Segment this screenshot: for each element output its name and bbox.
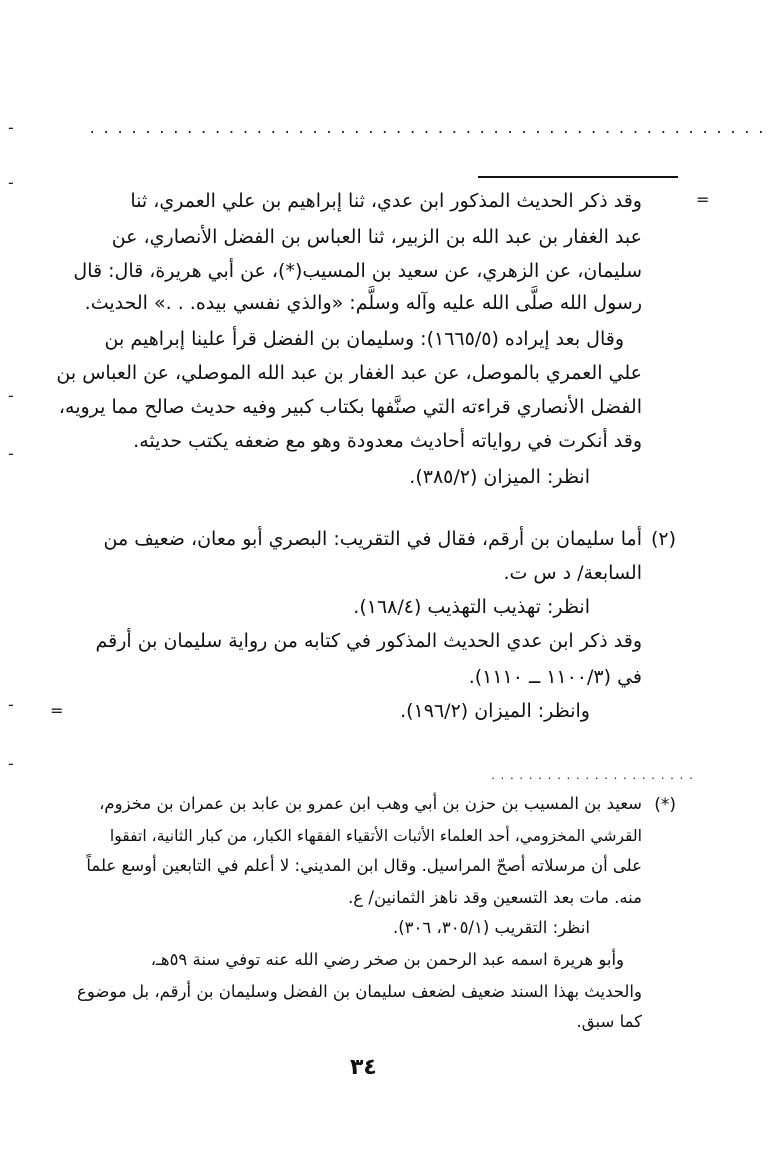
text-line: على أن مرسلاته أصحّ المراسيل. وقال ابن المديني: لا أعلم في التابعين أوسع علماً — [86, 856, 642, 875]
reference-line: وانظر: الميزان (١٩٦/٢). — [400, 700, 590, 722]
text-line: في (١١٠٠/٣ ــ ١١١٠). — [468, 666, 642, 688]
margin-equals-mark: = — [50, 701, 64, 720]
page-number: ٣٤ — [350, 1055, 377, 1080]
margin-dash-mark: - — [8, 754, 14, 773]
text-line: سعيد بن المسيب بن حزن بن أبي وهب ابن عمرو بن عابد بن عمران بن مخزوم، — [99, 794, 642, 813]
text-line: وقد أنكرت في رواياته أحاديث معدودة وهو مع ضعفه يكتب حديثه. — [133, 430, 642, 452]
reference-line: انظر: التقريب (٣٠٥/١، ٣٠٦). — [392, 918, 590, 937]
footnote-star: (*) — [654, 795, 676, 815]
text-line: القرشي المخزومي، أحد العلماء الأثبات الأتقياء الفقهاء الكبار، من كبار الثانية، اتفقوا — [109, 827, 642, 845]
footnote-number: (٢) — [650, 528, 676, 550]
text-line: رسول الله صلَّى الله عليه وآله وسلَّم: «والذي نفسي بيده. . .» الحديث. — [84, 292, 642, 314]
margin-dash-mark: - — [8, 444, 14, 463]
text-line: منه. مات بعد التسعين وقد ناهز الثمانين/ ع. — [348, 888, 642, 907]
text-line: سليمان، عن الزهري، عن سعيد بن المسيب(*)، عن أبي هريرة، قال: قال — [73, 260, 642, 282]
text-line: أما سليمان بن أرقم، فقال في التقريب: البصري أبو معان، ضعيف من — [103, 528, 642, 550]
text-line: علي العمري بالموصل، عن عبد الغفار بن عبد الله الموصلي، عن العباس بن — [56, 362, 642, 384]
header-dotted-rule: ................................................. — [88, 121, 771, 137]
reference-line: انظر: تهذيب التهذيب (١٦٨/٤). — [353, 596, 590, 618]
text-line: وقد ذكر الحديث المذكور ابن عدي، ثنا إبراهيم بن علي العمري، ثنا — [130, 190, 642, 212]
text-line: وقد ذكر ابن عدي الحديث المذكور في كتابه من رواية سليمان بن أرقم — [95, 630, 642, 652]
text-line: وأبو هريرة اسمه عبد الرحمن بن صخر رضي الله عنه توفي سنة ٥٩هـ، — [150, 950, 624, 969]
margin-dash-mark: - — [8, 173, 14, 192]
margin-dash-mark: - — [8, 118, 14, 137]
text-line: وقال بعد إيراده (١٦٦٥/٥): وسليمان بن الفضل قرأ علينا إبراهيم بن — [104, 328, 624, 350]
text-line: كما سبق. — [576, 1012, 642, 1031]
text-line: الفضل الأنصاري قراءته التي صنَّفها بكتاب كبير وفيه حديث صالح مما يرويه، — [58, 396, 642, 418]
reference-line: انظر: الميزان (٣٨٥/٢). — [409, 466, 590, 488]
text-line: السابعة/ د س ت. — [503, 562, 642, 584]
margin-dash-mark: - — [8, 386, 14, 405]
margin-equals-mark: = — [696, 190, 710, 209]
text-line: والحديث بهذا السند ضعيف لضعف سليمان بن الفضل وسليمان بن أرقم، بل موضوع — [77, 982, 642, 1001]
footnote-rule — [478, 176, 678, 178]
text-line: عبد الغفار بن عبد الله بن الزبير، ثنا العباس بن الفضل الأنصاري، عن — [111, 226, 642, 248]
footnote-separator-dots: ...................... — [490, 771, 698, 782]
margin-dash-mark: - — [8, 695, 14, 714]
